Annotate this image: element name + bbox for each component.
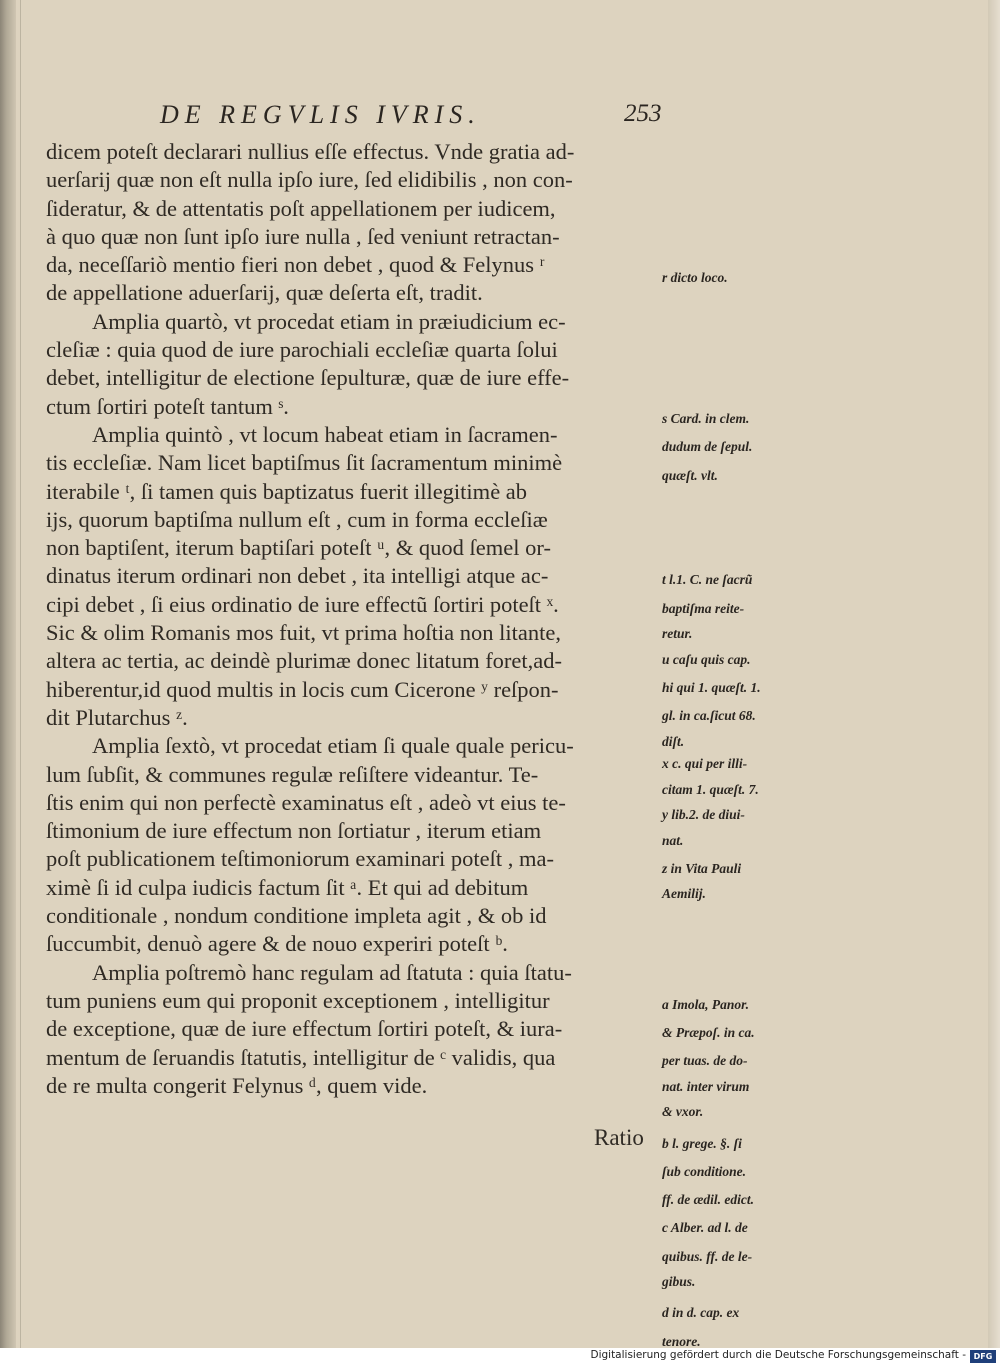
- text-line: non baptiſent, iterum baptiſari poteſt ᵘ, & quod ſemel or-: [46, 535, 551, 561]
- text-line: cipi debet , ſi eius ordinatio de iure effectũ ſortiri poteſt ˣ.: [46, 591, 559, 617]
- margin-note: z in Vita Pauli: [662, 860, 742, 876]
- margin-note: x c. qui per illi-: [662, 756, 748, 772]
- margin-note: r dicto loco.: [662, 269, 728, 285]
- text-line: tum puniens eum qui proponit exceptionem , intelligitur: [46, 987, 550, 1013]
- main-text-block: [46, 138, 666, 1100]
- margin-note: & vxor.: [662, 1104, 704, 1120]
- text-line: altera ac tertia, ac deindè plurimæ donec litatum foret,ad-: [46, 648, 563, 674]
- margin-note: retur.: [662, 626, 693, 642]
- text-line: dinatus iterum ordinari non debet , ita intelligi atque ac-: [46, 563, 549, 589]
- text-line: conditionale , nondum conditione impleta agit , & ob id: [46, 903, 547, 929]
- text-line: Amplia poſtremò hanc regulam ad ſtatuta : quia ſtatu-: [92, 959, 572, 985]
- text-line: poſt publicationem teſtimoniorum examinari poteſt , ma-: [46, 846, 555, 872]
- text-line: debet, intelligitur de electione ſepulturæ, quæ de iure effe-: [46, 365, 570, 391]
- margin-note: ff. de ædil. edict.: [662, 1192, 754, 1208]
- margin-note: dudum de ſepul.: [662, 439, 753, 455]
- text-line: Sic & olim Romanis mos fuit, vt prima hoſtia non litante,: [46, 620, 561, 646]
- text-line: de appellatione aduerſarij, quæ deſerta eſt, tradit.: [46, 280, 483, 306]
- text-line: uerſarij quæ non eſt nulla ipſo iure, ſed elidibilis , non con-: [46, 167, 573, 193]
- text-line: ſuccumbit, denuò agere & de nouo experiri poteſt ᵇ.: [46, 931, 508, 957]
- margin-note: nat. inter virum: [662, 1078, 750, 1094]
- margin-note: Aemilij.: [662, 886, 706, 902]
- margin-note: b l. grege. §. ſi: [662, 1135, 742, 1151]
- page-spine-edge: [0, 0, 16, 1348]
- text-line: Amplia quintò , vt locum habeat etiam in ſacramen-: [92, 421, 558, 447]
- running-head: DE REGVLIS IVRIS.: [160, 100, 481, 129]
- text-line: ſtis enim qui non perfectè examinatus eſt , adeò vt eius te-: [46, 789, 566, 815]
- text-line: tis eccleſiæ. Nam licet baptiſmus ſit ſacramentum minimè: [46, 450, 563, 476]
- text-line: hiberentur,id quod multis in locis cum Cicerone ʸ reſpon-: [46, 676, 559, 702]
- dfg-logo: DFG: [970, 1350, 996, 1363]
- margin-note: & Præpoſ. in ca.: [662, 1025, 755, 1041]
- margin-note: s Card. in clem.: [662, 411, 750, 427]
- margin-note: hi qui 1. quæſt. 1.: [662, 679, 761, 695]
- margin-note: tenore.: [662, 1333, 701, 1348]
- text-line: cleſiæ : quia quod de iure parochiali eccleſiæ quarta ſolui: [46, 337, 558, 363]
- margin-note: ſub conditione.: [662, 1163, 747, 1179]
- margin-note: u caſu quis cap.: [662, 651, 751, 667]
- text-line: ſideratur, & de attentatis poſt appellationem per iudicem,: [46, 195, 556, 221]
- footer-credit: Digitalisierung gefördert durch die Deutsche Forschungsgemeinschaft -: [590, 1349, 966, 1361]
- text-line: dicem poteſt declarari nullius eſſe effectus. Vnde gratia ad-: [46, 139, 575, 164]
- page-fold-line: [20, 0, 21, 1348]
- margin-note: diſt.: [662, 733, 685, 749]
- margin-note: nat.: [662, 832, 684, 848]
- margin-note: y lib.2. de diui-: [662, 807, 745, 823]
- margin-note: gl. in ca.ſicut 68.: [662, 708, 756, 724]
- text-line: iterabile ᵗ, ſi tamen quis baptizatus fuerit illegitimè ab: [46, 478, 528, 504]
- text-line: lum ſubſit, & communes regulæ reſiſtere videantur. Te-: [46, 761, 539, 787]
- text-line: ſtimonium de iure effectum non ſortiatur , iterum etiam: [46, 818, 542, 844]
- margin-note: citam 1. quæſt. 7.: [662, 781, 759, 797]
- margin-note: per tuas. de do-: [662, 1053, 748, 1069]
- margin-note: gibus.: [662, 1274, 696, 1290]
- text-line: da, neceſſariò mentio fieri non debet , quod & Felynus ʳ: [46, 252, 545, 278]
- margin-note: c Alber. ad l. de: [662, 1220, 748, 1236]
- text-line: ximè ſi id culpa iudicis factum ſit ᵃ. Et qui ad debitum: [46, 874, 529, 900]
- text-line: dit Plutarchus ᶻ.: [46, 704, 188, 730]
- catchword: Ratio: [594, 1125, 644, 1150]
- page-right-edge: [988, 0, 1000, 1348]
- text-line: à quo quæ non ſunt ipſo iure nulla , ſed veniunt retractan-: [46, 223, 560, 249]
- text-line: mentum de ſeruandis ſtatutis, intelligitur de ᶜ validis, qua: [46, 1044, 556, 1070]
- margin-note: quæſt. vlt.: [662, 467, 718, 483]
- digitization-footer: [0, 1348, 1000, 1365]
- text-line: de re multa congerit Felynus ᵈ, quem vide.: [46, 1072, 428, 1098]
- margin-note: quibus. ff. de le-: [662, 1248, 753, 1264]
- text-line: ctum ſortiri poteſt tantum ˢ.: [46, 393, 289, 419]
- text-line: ijs, quorum baptiſma nullum eſt , cum in forma eccleſiæ: [46, 506, 548, 532]
- margin-note: d in d. cap. ex: [662, 1305, 740, 1321]
- text-line: Amplia quartò, vt procedat etiam in præiudicium ec-: [92, 308, 566, 334]
- page-number: 253: [624, 100, 662, 127]
- margin-note: baptiſma reite-: [662, 600, 745, 616]
- margin-note: a Imola, Panor.: [662, 996, 750, 1012]
- text-line: Amplia ſextò, vt procedat etiam ſi quale quale pericu-: [92, 733, 574, 759]
- margin-note: t l.1. C. ne ſacrũ: [662, 572, 753, 588]
- text-line: de exceptione, quæ de iure effectum ſortiri poteſt, & iura-: [46, 1016, 563, 1042]
